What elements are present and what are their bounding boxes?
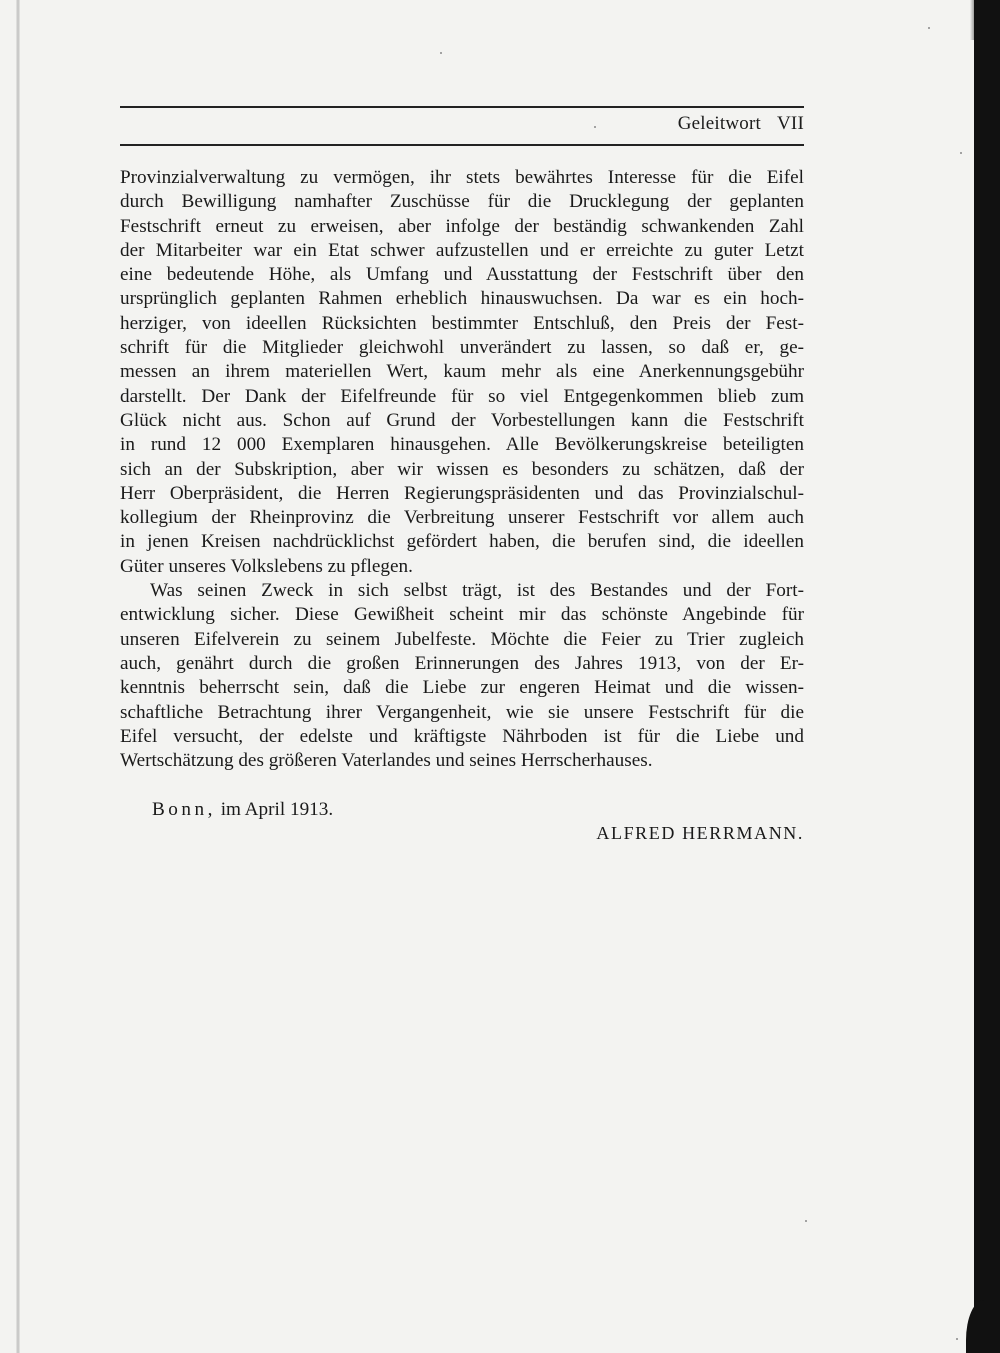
text-line: Wertschätzung des größeren Vaterlandes und seines Herrscherhauses. <box>120 750 653 772</box>
gutter-shadow <box>16 0 20 1353</box>
page-number: VII <box>777 113 804 134</box>
scan-speck <box>960 152 962 154</box>
text-line: durch Bewilligung namhafter Zuschüsse für die Drucklegung der geplanten <box>120 191 804 213</box>
text-line: Was seinen Zweck in sich selbst trägt, ist des Bestandes und der Fort- <box>150 580 804 602</box>
body-text <box>120 166 804 773</box>
text-line: herziger, von ideellen Rücksichten bestimmter Entschluß, den Preis der Fest- <box>120 312 804 334</box>
text-line: entwicklung sicher. Diese Gewißheit scheint mir das schönste Angebinde für <box>120 604 804 626</box>
scan-speck <box>956 1338 958 1340</box>
text-line: Herr Oberpräsident, die Herren Regierungspräsidenten und das Provinzialschul- <box>120 482 804 504</box>
scan-speck <box>805 1220 807 1222</box>
text-line: Güter unseres Volkslebens zu pflegen. <box>120 555 413 577</box>
page-edge-shadow <box>974 0 1000 1353</box>
text-line: auch, genährt durch die großen Erinnerungen des Jahres 1913, von der Er- <box>120 652 804 674</box>
text-line: der Mitarbeiter war ein Etat schwer aufzustellen und er erreichte zu guter Letzt <box>120 239 804 261</box>
scan-speck <box>440 52 442 54</box>
text-line: kenntnis beherrscht sein, daß die Liebe zur engeren Heimat und die wissen- <box>120 677 804 699</box>
place: Bonn, <box>152 799 216 820</box>
scan-speck <box>928 27 930 29</box>
place-and-date <box>152 799 333 821</box>
author-signature: ALFRED HERRMANN. <box>596 823 804 843</box>
date: im April 1913. <box>215 799 334 820</box>
paragraph-1 <box>120 166 804 579</box>
text-line: Glück nicht aus. Schon auf Grund der Vorbestellungen kann die Festschrift <box>120 409 804 431</box>
header-rule-top <box>120 106 804 108</box>
scan-speck <box>594 126 596 128</box>
text-line: Eifel versucht, der edelste und kräftigste Nährboden ist für die Liebe und <box>120 725 804 747</box>
paragraph-2 <box>120 579 804 773</box>
text-line: schaftliche Betrachtung ihrer Vergangenheit, wie sie unsere Festschrift für die <box>120 701 804 723</box>
text-line: messen an ihrem materiellen Wert, kaum mehr als eine Anerkennungsgebühr <box>120 361 804 383</box>
text-line: Festschrift erneut zu erweisen, aber infolge der beständig schwankenden Zahl <box>120 215 804 237</box>
text-line: eine bedeutende Höhe, als Umfang und Ausstattung der Festschrift über den <box>120 264 804 286</box>
text-line: kollegium der Rheinprovinz die Verbreitung unserer Festschrift vor allem auch <box>120 507 804 529</box>
text-line: in rund 12 000 Exemplaren hinausgehen. Alle Bevölkerungskreise beteiligten <box>120 434 804 456</box>
text-line: Provinzialverwaltung zu vermögen, ihr stets bewährtes Interesse für die Eifel <box>120 167 804 188</box>
text-line: sich an der Subskription, aber wir wissen es besonders zu schätzen, daß der <box>120 458 804 480</box>
running-head <box>678 113 804 135</box>
header-rule-bottom <box>120 144 804 146</box>
text-line: unseren Eifelverein zu seinem Jubelfeste. Möchte die Feier zu Trier zugleich <box>120 628 804 650</box>
text-line: in jenen Kreisen nachdrücklichst gefördert haben, die berufen sind, die ideellen <box>120 531 804 553</box>
text-line: darstellt. Der Dank der Eifelfreunde für so viel Entgegenkommen blieb zum <box>120 385 804 407</box>
text-line: ursprünglich geplanten Rahmen erheblich hinauswuchsen. Da war es ein hoch- <box>120 288 804 310</box>
text-line: schrift für die Mitglieder gleichwohl unverändert zu lassen, so daß er, ge- <box>120 337 804 359</box>
section-title: Geleitwort <box>677 113 762 134</box>
page-corner-curl <box>966 1300 1000 1353</box>
